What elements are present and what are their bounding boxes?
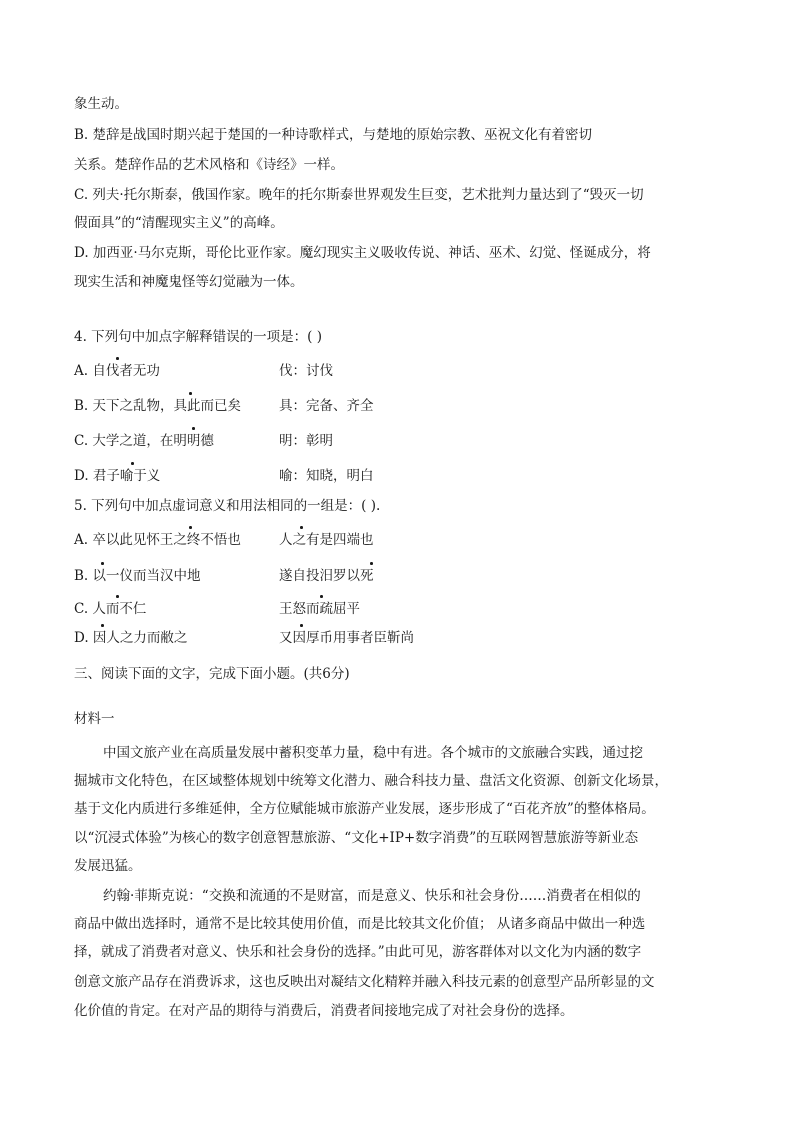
- q5-option-a-left: A. 卒以此见怀王之终不悟也: [74, 532, 241, 548]
- q5-option-b-left: B. 以一仪而当汉中地: [74, 568, 201, 584]
- paragraph-1-line: 发展迅猛。: [74, 858, 142, 874]
- emphasis-dot: [189, 526, 192, 529]
- q5-option-c-left: C. 人而不仁: [74, 601, 147, 617]
- material-label: 材料一: [74, 711, 115, 727]
- emphasis-dot: [116, 595, 119, 598]
- q5-option-c-right: 王怒而疏屈平: [279, 601, 360, 617]
- text-line: 象生动。: [74, 96, 128, 112]
- q5-option-d-left: D. 因人之力而敝之: [74, 630, 188, 646]
- emphasis-dot: [189, 392, 192, 395]
- option-d-line-1: D. 加西亚·马尔克斯，哥伦比亚作家。魔幻现实主义吸收传说、神话、巫术、幻觉、怪诞成分，将: [74, 245, 651, 261]
- q4-option-c: C. 大学之道，在明明德: [74, 433, 214, 449]
- option-d-line-2: 现实生活和神魔鬼怪等幻觉融为一体。: [74, 274, 304, 290]
- q4-option-b-gloss: 具：完备、齐全: [279, 398, 374, 414]
- paragraph-1-line: 以“沉浸式体验”为核心的数字创意智慧旅游、“文化+IP+数字消费”的互联网智慧旅游等新业态: [74, 830, 639, 846]
- q5-option-a-right: 人之有是四端也: [279, 532, 374, 548]
- option-b-line-2: 关系。楚辞作品的艺术风格和《诗经》一样。: [74, 157, 344, 173]
- q5-option-b-right: 遂自投汨罗以死: [279, 568, 374, 584]
- paragraph-1-line: 中国文旅产业在高质量发展中蓄积变革力量，稳中有进。各个城市的文旅融合实践，通过挖: [103, 745, 643, 761]
- q4-option-a-gloss: 伐：讨伐: [279, 363, 333, 379]
- emphasis-dot: [116, 357, 119, 360]
- question-5-stem: 5. 下列句中加点虚词意义和用法相同的一组是：( ).: [74, 498, 381, 514]
- paragraph-2-line: 化价值的肯定。在对产品的期待与消费后，消费者间接地完成了对社会身份的选择。: [74, 1003, 574, 1019]
- paragraph-1-line: 掘城市文化特色，在区域整体规划中统筹文化潜力、融合科技力量、盘活文化资源、创新文化场景，: [74, 773, 668, 789]
- emphasis-dot: [131, 462, 134, 465]
- paragraph-2-line: 创意文旅产品存在消费诉求，这也反映出对凝结文化精粹并融入科技元素的创意型产品所彰显的文: [74, 974, 655, 990]
- emphasis-dot: [101, 562, 104, 565]
- q4-option-a: A. 自伐者无功: [74, 363, 160, 379]
- option-c-line-1: C. 列夫·托尔斯泰，俄国作家。晚年的托尔斯泰世界观发生巨变，艺术批判力量达到了“毁灭一切: [74, 187, 644, 203]
- emphasis-dot: [300, 624, 303, 627]
- paragraph-1-line: 基于文化内质进行多维延伸，全方位赋能城市旅游产业发展，逐步形成了“百花齐放”的整体格局。: [74, 801, 655, 817]
- paragraph-2-line: 商品中做出选择时，通常不是比较其使用价值，而是比较其文化价值； 从诸多商品中做出一种选: [74, 916, 646, 932]
- emphasis-dot: [101, 624, 104, 627]
- option-b-line-1: B. 楚辞是战国时期兴起于楚国的一种诗歌样式，与楚地的原始宗教、巫祝文化有着密切: [74, 127, 593, 143]
- q4-option-d: D. 君子喻于义: [74, 468, 161, 484]
- section-heading: 三、阅读下面的文字，完成下面小题。(共6分): [74, 666, 350, 682]
- question-4-stem: 4. 下列句中加点字解释错误的一项是：( ): [74, 329, 322, 345]
- emphasis-dot: [320, 595, 323, 598]
- paragraph-2-line: 约翰·菲斯克说：“交换和流通的不是财富，而是意义、快乐和社会身份……消费者在相似的: [103, 888, 641, 904]
- q4-option-c-gloss: 明：彰明: [279, 433, 333, 449]
- emphasis-dot: [370, 562, 373, 565]
- q4-option-b: B. 天下之乱物，具此而已矣: [74, 398, 242, 414]
- emphasis-dot: [192, 427, 195, 430]
- option-c-line-2: 假面具”的“清醒现实主义”的高峰。: [74, 215, 284, 231]
- q5-option-d-right: 又因厚币用事者臣靳尚: [279, 630, 414, 646]
- emphasis-dot: [300, 526, 303, 529]
- q4-option-d-gloss: 喻：知晓，明白: [279, 468, 374, 484]
- paragraph-2-line: 择，就成了消费者对意义、快乐和社会身份的选择。”由此可见，游客群体对以文化为内涵的数字: [74, 944, 642, 960]
